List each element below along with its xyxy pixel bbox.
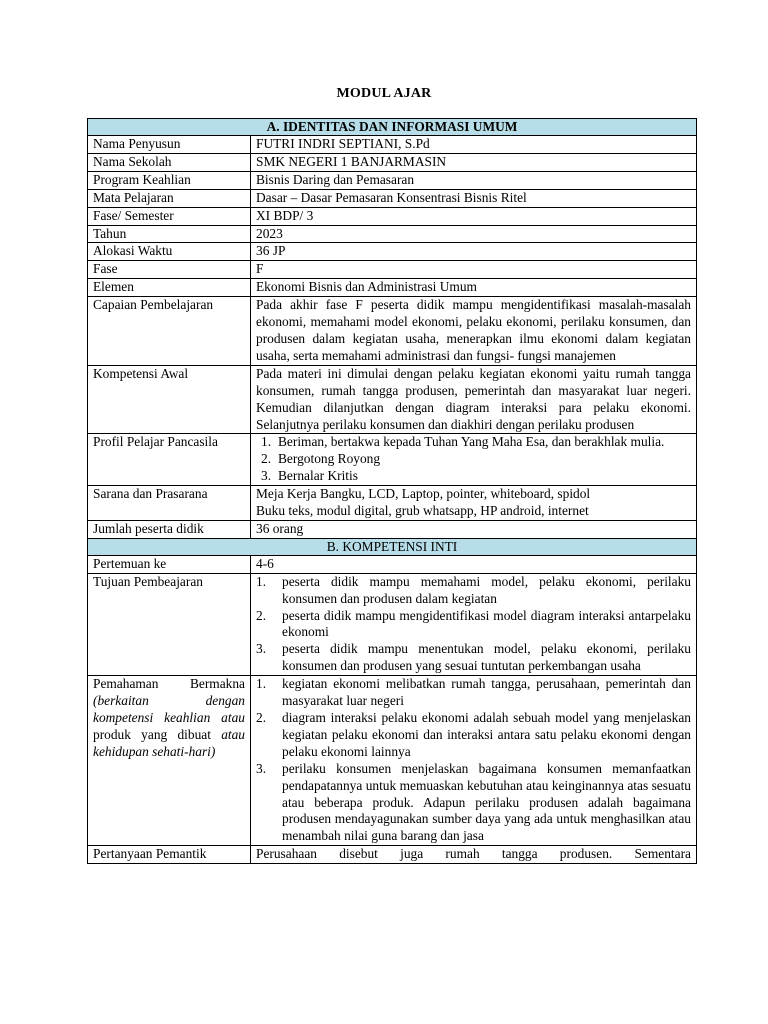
row-label: Tahun xyxy=(88,225,251,243)
list-number: 1. xyxy=(256,573,267,589)
list-item xyxy=(256,434,691,451)
capaian-label: Capaian Pembelajaran xyxy=(88,297,251,366)
list-text: peserta didik mampu menentukan model, pelaku ekonomi, perilaku konsumen dan produsen yang sesuai tuntutan perkembangan usaha xyxy=(282,641,691,674)
row-value: Bisnis Daring dan Pemasaran xyxy=(251,171,697,189)
kompetensi-awal-value: Pada materi ini dimulai dengan pelaku kegiatan ekonomi yaitu rumah tangga konsumen, rumah tangga produsen, pemerintah dan masyarakat luar negeri. Kemudian dilanjutkan dengan diagram interaksi para pelaku ekonomi. Selanjutnya perilaku konsumen dan diakhiri dengan perilaku produsen xyxy=(251,365,697,434)
pertanyaan-label: Pertanyaan Pemantik xyxy=(88,846,251,864)
section-b-title: B. KOMPETENSI INTI xyxy=(88,538,697,555)
row-label: Nama Sekolah xyxy=(88,153,251,171)
list-number: 3. xyxy=(261,468,272,484)
sarana-label: Sarana dan Prasarana xyxy=(88,486,251,521)
pemahaman-label-text xyxy=(93,676,245,761)
row-value: FUTRI INDRI SEPTIANI, S.Pd xyxy=(251,136,697,154)
list-text: Beriman, bertakwa kepada Tuhan Yang Maha Esa, dan berakhlak mulia. xyxy=(278,434,665,450)
list-item xyxy=(256,451,691,468)
tujuan-row xyxy=(88,573,697,675)
modul-table xyxy=(87,118,697,864)
table-row xyxy=(88,207,697,225)
sarana-row xyxy=(88,486,697,521)
pertanyaan-row xyxy=(88,846,697,864)
table-row xyxy=(88,261,697,279)
row-value: F xyxy=(251,261,697,279)
row-value: XI BDP/ 3 xyxy=(251,207,697,225)
list-text: peserta didik mampu mengidentifikasi model diagram interaksi antarpelaku ekonomi xyxy=(282,607,691,640)
profil-list-cell xyxy=(251,434,697,486)
table-row xyxy=(88,243,697,261)
sarana-line-2: Buku teks, modul digital, grub whatsapp, HP android, internet xyxy=(256,503,589,519)
profil-row xyxy=(88,434,697,486)
section-b-header xyxy=(88,538,697,555)
pertanyaan-value xyxy=(251,846,697,864)
row-label: Fase xyxy=(88,261,251,279)
table-row xyxy=(88,189,697,207)
row-label: Program Keahlian xyxy=(88,171,251,189)
list-text: Bergotong Royong xyxy=(278,451,381,467)
list-item xyxy=(256,710,691,761)
pertemuan-value: 4-6 xyxy=(251,555,697,573)
profil-label: Profil Pelajar Pancasila xyxy=(88,434,251,486)
sarana-value xyxy=(251,486,697,521)
section-a-title: A. IDENTITAS DAN INFORMASI UMUM xyxy=(88,119,697,136)
list-item xyxy=(256,641,691,675)
pemahaman-list-cell xyxy=(251,676,697,846)
list-text: kegiatan ekonomi melibatkan rumah tangga, perusahaan, pemerintah dan masyarakat luar negeri xyxy=(282,676,691,709)
list-number: 1. xyxy=(261,434,272,450)
table-row xyxy=(88,171,697,189)
list-number: 2. xyxy=(256,607,267,623)
list-number: 3. xyxy=(256,760,267,776)
pemahaman-label xyxy=(88,676,251,846)
capaian-row xyxy=(88,297,697,366)
list-text: peserta didik mampu memahami model, pelaku ekonomi, perilaku konsumen dan produsen dalam kegiatan xyxy=(282,573,691,606)
jumlah-value: 36 orang xyxy=(251,520,697,538)
list-number: 2. xyxy=(256,710,267,725)
pemahaman-row xyxy=(88,676,697,846)
table-row xyxy=(88,225,697,243)
sarana-line-1: Meja Kerja Bangku, LCD, Laptop, pointer, whiteboard, spidol xyxy=(256,486,591,502)
list-number: 3. xyxy=(256,641,267,657)
list-text: diagram interaksi pelaku ekonomi adalah sebuah model yang menjelaskan kegiatan pelaku ekonomi dan interaksi antara satu pelaku ekonomi dengan pelaku ekonomi lainnya xyxy=(282,710,691,759)
pertanyaan-text: Perusahaan disebut juga rumah tangga produsen. Sementara xyxy=(256,846,691,862)
list-item xyxy=(256,574,691,608)
list-item xyxy=(256,761,691,846)
kompetensi-awal-row xyxy=(88,365,697,434)
pemahaman-label-italic: (berkaitan dengan kompetensi keahlian atau xyxy=(93,693,245,725)
section-a-header xyxy=(88,119,697,136)
row-label: Nama Penyusun xyxy=(88,136,251,154)
pemahaman-label-italic-2: atau kehidupan sehati-hari) xyxy=(93,726,245,759)
pertemuan-row xyxy=(88,555,697,573)
tujuan-label: Tujuan Pembeajaran xyxy=(88,573,251,675)
row-value: 36 JP xyxy=(251,243,697,261)
list-item xyxy=(256,468,691,485)
row-label: Alokasi Waktu xyxy=(88,243,251,261)
table-row xyxy=(88,153,697,171)
jumlah-row xyxy=(88,520,697,538)
pemahaman-label-plain: Pemahaman Bermakna xyxy=(93,676,245,692)
list-text: perilaku konsumen menjelaskan bagaimana konsumen memanfaatkan pendapatannya untuk memuaskan kebutuhan atau keinginannya atas sesuatu atau beberapa produk. Adapun perilaku produsen adalah bagaimana produsen mendayagunakan sumber daya yang ada untuk menghasilkan atau menambah nilai guna barang dan jasa xyxy=(282,760,691,844)
pemahaman-list xyxy=(256,676,691,845)
list-item xyxy=(256,608,691,642)
table-row xyxy=(88,279,697,297)
row-value: Ekonomi Bisnis dan Administrasi Umum xyxy=(251,279,697,297)
list-text: Bernalar Kritis xyxy=(278,468,358,484)
profil-list xyxy=(256,434,691,485)
row-value: SMK NEGERI 1 BANJARMASIN xyxy=(251,153,697,171)
pertemuan-label: Pertemuan ke xyxy=(88,555,251,573)
list-number: 1. xyxy=(256,676,267,692)
capaian-value: Pada akhir fase F peserta didik mampu mengidentifikasi masalah-masalah ekonomi, memahami model ekonomi, pelaku ekonomi, perilaku konsumen, dan produsen dalam kegiatan usaha, menerapkan ilmu ekonomi dalam kegiatan usaha, serta memahami administrasi dan fungsi- fungsi manajemen xyxy=(251,297,697,366)
row-value: 2023 xyxy=(251,225,697,243)
row-label: Fase/ Semester xyxy=(88,207,251,225)
page-title: MODUL AJAR xyxy=(336,86,432,101)
list-item xyxy=(256,676,691,710)
kompetensi-awal-label: Kompetensi Awal xyxy=(88,365,251,434)
jumlah-label: Jumlah peserta didik xyxy=(88,520,251,538)
tujuan-list-cell xyxy=(251,573,697,675)
row-label: Mata Pelajaran xyxy=(88,189,251,207)
table-row xyxy=(88,136,697,154)
pemahaman-label-plain-2: produk yang dibuat xyxy=(93,726,211,742)
list-number: 2. xyxy=(261,451,272,467)
tujuan-list xyxy=(256,574,691,675)
row-label: Elemen xyxy=(88,279,251,297)
row-value: Dasar – Dasar Pemasaran Konsentrasi Bisnis Ritel xyxy=(251,189,697,207)
